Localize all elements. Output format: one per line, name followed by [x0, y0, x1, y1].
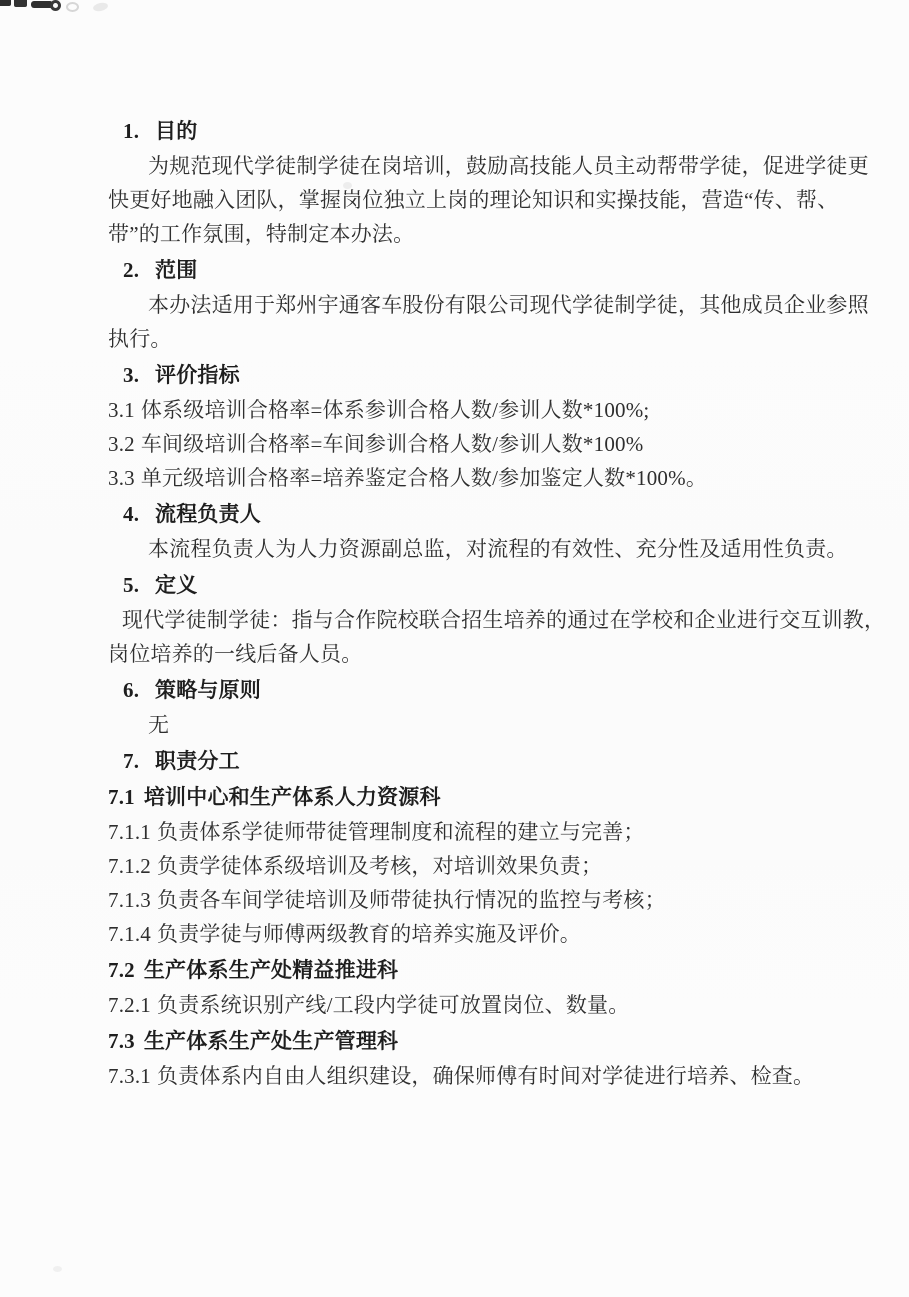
- section-heading-evaluation-metrics: [108, 358, 886, 392]
- list-item-3-2: [108, 427, 886, 461]
- list-item-7-2-1: [108, 988, 886, 1022]
- item-text: 负责体系学徒师带徒管理制度和流程的建立与完善；: [157, 820, 645, 844]
- faint-ring-smudge: [66, 2, 79, 12]
- section-heading-definitions: [108, 568, 886, 602]
- list-item-3-1: [108, 393, 886, 427]
- item-number: 7.2.1: [108, 993, 151, 1017]
- section-heading-responsibilities: [108, 744, 886, 778]
- subsection-title: 生产体系生产处精益推进科: [143, 958, 399, 982]
- section-title: 评价指标: [155, 363, 240, 387]
- subsection-heading-7-3: [108, 1024, 886, 1058]
- item-text: 负责学徒体系级培训及考核，对培训效果负责；: [157, 854, 603, 878]
- item-text: 体系级培训合格率=体系参训合格人数/参训人数*100%;: [140, 398, 650, 422]
- section-number: 7.: [123, 749, 140, 773]
- item-text: 负责学徒与师傅两级教育的培养实施及评价。: [157, 922, 581, 946]
- list-item-3-3: [108, 461, 886, 495]
- item-text: 车间级培训合格率=车间参训合格人数/参训人数*100%: [140, 432, 644, 456]
- section-title: 目的: [155, 119, 198, 143]
- section-title: 范围: [155, 258, 198, 282]
- paragraph-process-owner: [108, 532, 886, 566]
- paragraph-scope: [108, 288, 886, 356]
- item-number: 3.1: [108, 398, 135, 422]
- subsection-number: 7.1: [108, 785, 135, 809]
- list-item-7-3-1: [108, 1059, 886, 1093]
- section-title: 策略与原则: [155, 678, 261, 702]
- section-heading-scope: [108, 253, 886, 287]
- section-number: 4.: [123, 502, 140, 526]
- paragraph-text: 为规范现代学徒制学徒在岗培训，鼓励高技能人员主动帮带学徒，促进学徒更快更好地融入团队，掌握岗位独立上岗的理论知识和实操技能，营造“传、帮、带”的工作氛围，特制定本办法。: [108, 154, 869, 246]
- section-title: 定义: [155, 573, 198, 597]
- paragraph-text: 本办法适用于郑州宇通客车股份有限公司现代学徒制学徒，其他成员企业参照执行。: [108, 293, 869, 351]
- section-number: 3.: [123, 363, 140, 387]
- item-text: 负责体系内自由人组织建设，确保师傅有时间对学徒进行培养、检查。: [157, 1064, 815, 1088]
- item-text: 负责各车间学徒培训及师带徒执行情况的监控与考核；: [157, 888, 666, 912]
- ink-smudge-ring: [50, 0, 61, 11]
- subsection-heading-7-1: [108, 780, 886, 814]
- paragraph-none: [108, 708, 886, 742]
- ink-smudge: [0, 0, 11, 6]
- section-heading-strategy-principles: [108, 673, 886, 707]
- item-text: 负责系统识别产线/工段内学徒可放置岗位、数量。: [157, 993, 630, 1017]
- item-number: 7.1.2: [108, 854, 151, 878]
- section-number: 5.: [123, 573, 140, 597]
- item-number: 7.3.1: [108, 1064, 151, 1088]
- section-heading-process-owner: [108, 497, 886, 531]
- list-item-7-1-2: [108, 849, 886, 883]
- faint-smudge: [92, 2, 108, 13]
- paragraph-purpose: [108, 149, 886, 251]
- list-item-7-1-3: [108, 883, 886, 917]
- paragraph-definition: [108, 603, 886, 671]
- ink-smudge: [14, 0, 27, 7]
- section-number: 2.: [123, 258, 140, 282]
- subsection-number: 7.3: [108, 1029, 135, 1053]
- item-number: 7.1.1: [108, 820, 151, 844]
- item-number: 3.2: [108, 432, 135, 456]
- item-text: 单元级培训合格率=培养鉴定合格人数/参加鉴定人数*100%。: [140, 466, 708, 490]
- paragraph-text: 现代学徒制学徒：指与合作院校联合招生培养的通过在学校和企业进行交互训教，岗位培养的一线后备人员。: [108, 608, 886, 666]
- section-title: 职责分工: [155, 749, 240, 773]
- section-heading-purpose: [108, 114, 886, 148]
- list-item-7-1-1: [108, 815, 886, 849]
- paragraph-text: 本流程负责人为人力资源副总监，对流程的有效性、充分性及适用性负责。: [148, 537, 848, 561]
- list-item-7-1-4: [108, 917, 886, 951]
- paragraph-text: 无: [148, 713, 170, 737]
- subsection-number: 7.2: [108, 958, 135, 982]
- subsection-heading-7-2: [108, 953, 886, 987]
- subsection-title: 培训中心和生产体系人力资源科: [143, 785, 441, 809]
- section-number: 1.: [123, 119, 140, 143]
- item-number: 7.1.3: [108, 888, 151, 912]
- item-number: 7.1.4: [108, 922, 151, 946]
- document-body: [108, 112, 886, 1093]
- paper-speck: [53, 1266, 62, 1272]
- item-number: 3.3: [108, 466, 135, 490]
- subsection-title: 生产体系生产处生产管理科: [143, 1029, 399, 1053]
- section-number: 6.: [123, 678, 140, 702]
- section-title: 流程负责人: [155, 502, 261, 526]
